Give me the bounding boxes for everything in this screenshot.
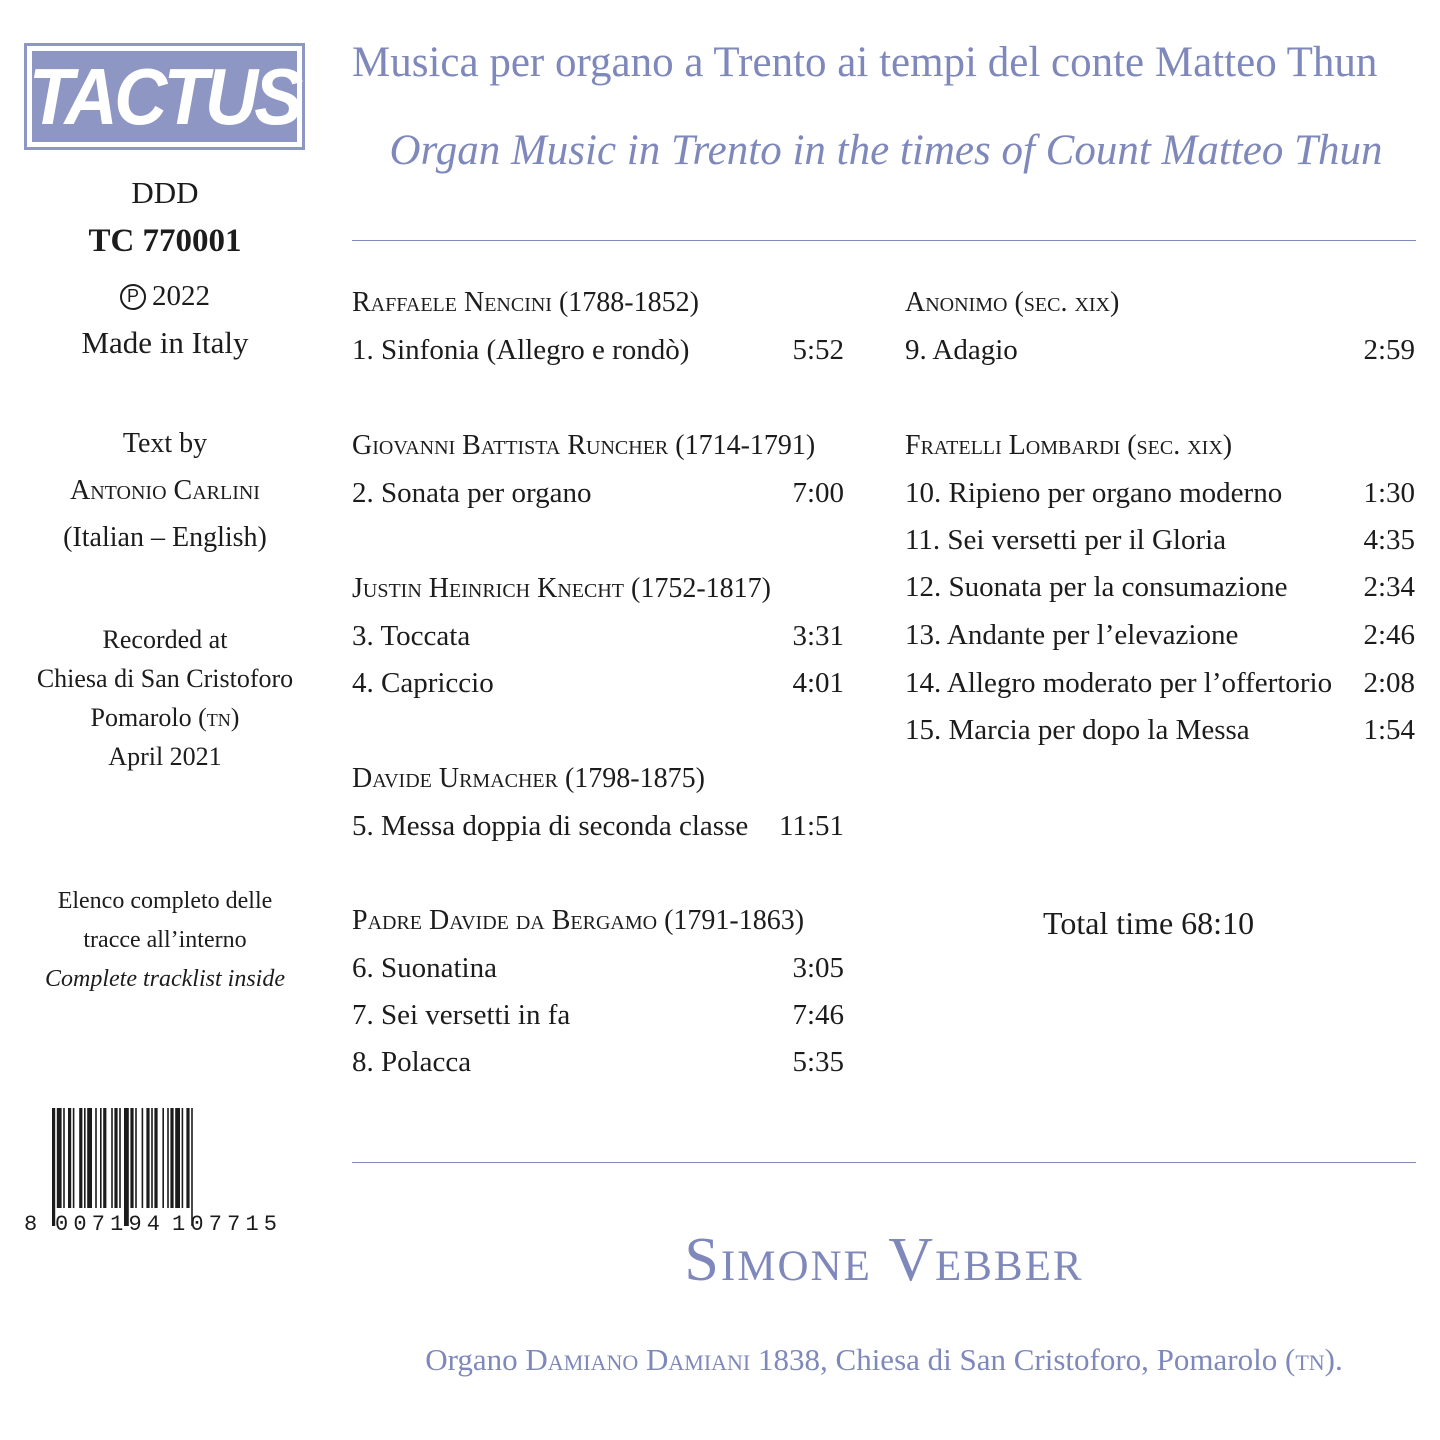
recording-province: (tn) (198, 703, 240, 732)
track-title: 13. Andante per l’elevazione (905, 619, 1239, 651)
track-title: 10. Ripieno per organo moderno (905, 477, 1283, 509)
track-duration: 7:46 (792, 999, 844, 1031)
barcode-bar (84, 1108, 86, 1208)
barcode-bar (154, 1108, 157, 1208)
track-title: 12. Suonata per la consumazione (905, 571, 1288, 603)
track-title: 2. Sonata per organo (352, 477, 592, 509)
track-duration: 4:01 (792, 667, 844, 699)
barcode-bar (114, 1108, 117, 1208)
barcode-bar (182, 1108, 184, 1208)
composer-heading: Padre Davide da Bergamo (1791-1863) (352, 905, 805, 936)
total-time: Total time 68:10 (1043, 905, 1255, 941)
catalog-number: TC 770001 (88, 223, 242, 259)
made-in-label: Made in Italy (81, 325, 249, 360)
barcode-bar (63, 1108, 65, 1208)
text-by-label: Text by (122, 428, 208, 459)
recorded-label: Recorded at (102, 625, 228, 654)
track-title: 5. Messa doppia di seconda classe (352, 810, 749, 842)
track-duration: 3:05 (792, 952, 844, 984)
top-divider (352, 240, 1416, 241)
bottom-divider (352, 1162, 1416, 1163)
recording-credits (20, 620, 310, 776)
track-duration: 4:35 (1363, 524, 1415, 556)
barcode-bar (170, 1108, 173, 1208)
track-duration: 5:52 (792, 334, 844, 366)
barcode-bar (103, 1108, 106, 1208)
composer-heading: Fratelli Lombardi (sec. xix) (905, 430, 1233, 461)
barcode-bar (100, 1108, 102, 1208)
composer-heading: Anonimo (sec. xix) (905, 287, 1120, 318)
recording-place-line (20, 698, 310, 737)
track-duration: 2:46 (1363, 619, 1415, 651)
track-title: 6. Suonatina (352, 952, 497, 984)
barcode-bar (142, 1108, 144, 1208)
track-title: 4. Capriccio (352, 667, 494, 699)
tracklist-note-it2: tracce all’interno (83, 927, 247, 953)
text-credits (20, 420, 310, 561)
logo-badge (29, 51, 300, 142)
track-title: 7. Sei versetti in fa (352, 999, 571, 1031)
track-duration: 1:54 (1363, 714, 1415, 746)
text-author: Antonio Carlini (70, 475, 260, 506)
track-duration: 2:59 (1363, 334, 1415, 366)
barcode-group-1: 007194 (55, 1212, 160, 1233)
organ-builder: Damiano Damiani (525, 1342, 751, 1377)
barcode-bar (111, 1108, 113, 1208)
track-duration: 3:31 (792, 620, 844, 652)
ddd-label: DDD (131, 175, 199, 210)
barcode-bar (162, 1108, 164, 1208)
barcode-bar (87, 1108, 92, 1208)
barcode-bar (167, 1108, 169, 1208)
barcode-bar (95, 1108, 97, 1208)
phonogram-year: 2022 (152, 280, 210, 312)
track-duration: 5:35 (792, 1046, 844, 1078)
barcode-bar (135, 1108, 137, 1208)
barcode-bar (124, 1108, 129, 1226)
track-title: 8. Polacca (352, 1046, 472, 1078)
organ-details: 1838, Chiesa di San Cristoforo, Pomarolo (758, 1342, 1278, 1377)
text-languages: (Italian – English) (63, 522, 267, 553)
track-duration: 7:00 (792, 477, 844, 509)
organ-province: (tn). (1285, 1342, 1343, 1377)
track-title: 11. Sei versetti per il Gloria (905, 524, 1227, 556)
track-title: 15. Marcia per dopo la Messa (905, 714, 1250, 746)
barcode-bar (146, 1108, 149, 1208)
organ-prefix: Organo (425, 1342, 518, 1377)
logo-text: TACTUS (29, 51, 300, 141)
barcode-lead-digit: 8 (24, 1212, 38, 1233)
track-duration: 11:51 (779, 810, 844, 842)
track-title: 9. Adagio (905, 334, 1018, 366)
barcode-bar (151, 1108, 153, 1208)
phonogram-line (20, 280, 310, 313)
recording-place: Pomarolo (90, 703, 192, 732)
barcode-bar (52, 1108, 55, 1226)
composer-heading: Giovanni Battista Runcher (1714-1791) (352, 430, 816, 461)
recording-date: April 2021 (108, 742, 222, 771)
barcode-bar (73, 1108, 75, 1208)
performer-name: Simone Vebber (684, 1226, 1084, 1294)
track-duration: 2:08 (1363, 667, 1415, 699)
track-duration: 1:30 (1363, 477, 1415, 509)
composer-heading: Raffaele Nencini (1788-1852) (352, 287, 699, 318)
composer-heading: Justin Heinrich Knecht (1752-1817) (352, 573, 771, 604)
barcode-bar (191, 1108, 193, 1226)
tracklist-note (20, 882, 310, 999)
barcode-bar (57, 1108, 62, 1208)
barcode-bar (130, 1108, 133, 1208)
track-duration: 2:34 (1363, 571, 1415, 603)
organ-credit (352, 1342, 1416, 1378)
tactus-logo (24, 43, 305, 150)
barcode-bar (186, 1108, 189, 1208)
composer-heading: Davide Urmacher (1798-1875) (352, 763, 705, 794)
barcode-bar (68, 1108, 71, 1208)
album-title-italian: Musica per organo a Trento ai tempi del conte Matteo Thun (352, 39, 1378, 86)
track-title: 1. Sinfonia (Allegro e rondò) (352, 334, 690, 366)
barcode (24, 1108, 294, 1233)
track-title: 14. Allegro moderato per l’offertorio (905, 667, 1333, 699)
phonogram-copyright-icon: P (120, 284, 146, 310)
track-title: 3. Toccata (352, 620, 471, 652)
tracklist-note-en: Complete tracklist inside (45, 966, 285, 992)
tracklist-note-it: Elenco completo delle (57, 888, 273, 914)
barcode-bars (52, 1108, 193, 1226)
recording-venue: Chiesa di San Cristoforo (36, 664, 294, 693)
barcode-bar (79, 1108, 82, 1208)
barcode-bar (175, 1108, 180, 1208)
barcode-group-2: 107715 (172, 1212, 277, 1233)
album-title-english: Organ Music in Trento in the times of Count Matteo Thun (389, 127, 1383, 174)
barcode-bar (119, 1108, 121, 1208)
